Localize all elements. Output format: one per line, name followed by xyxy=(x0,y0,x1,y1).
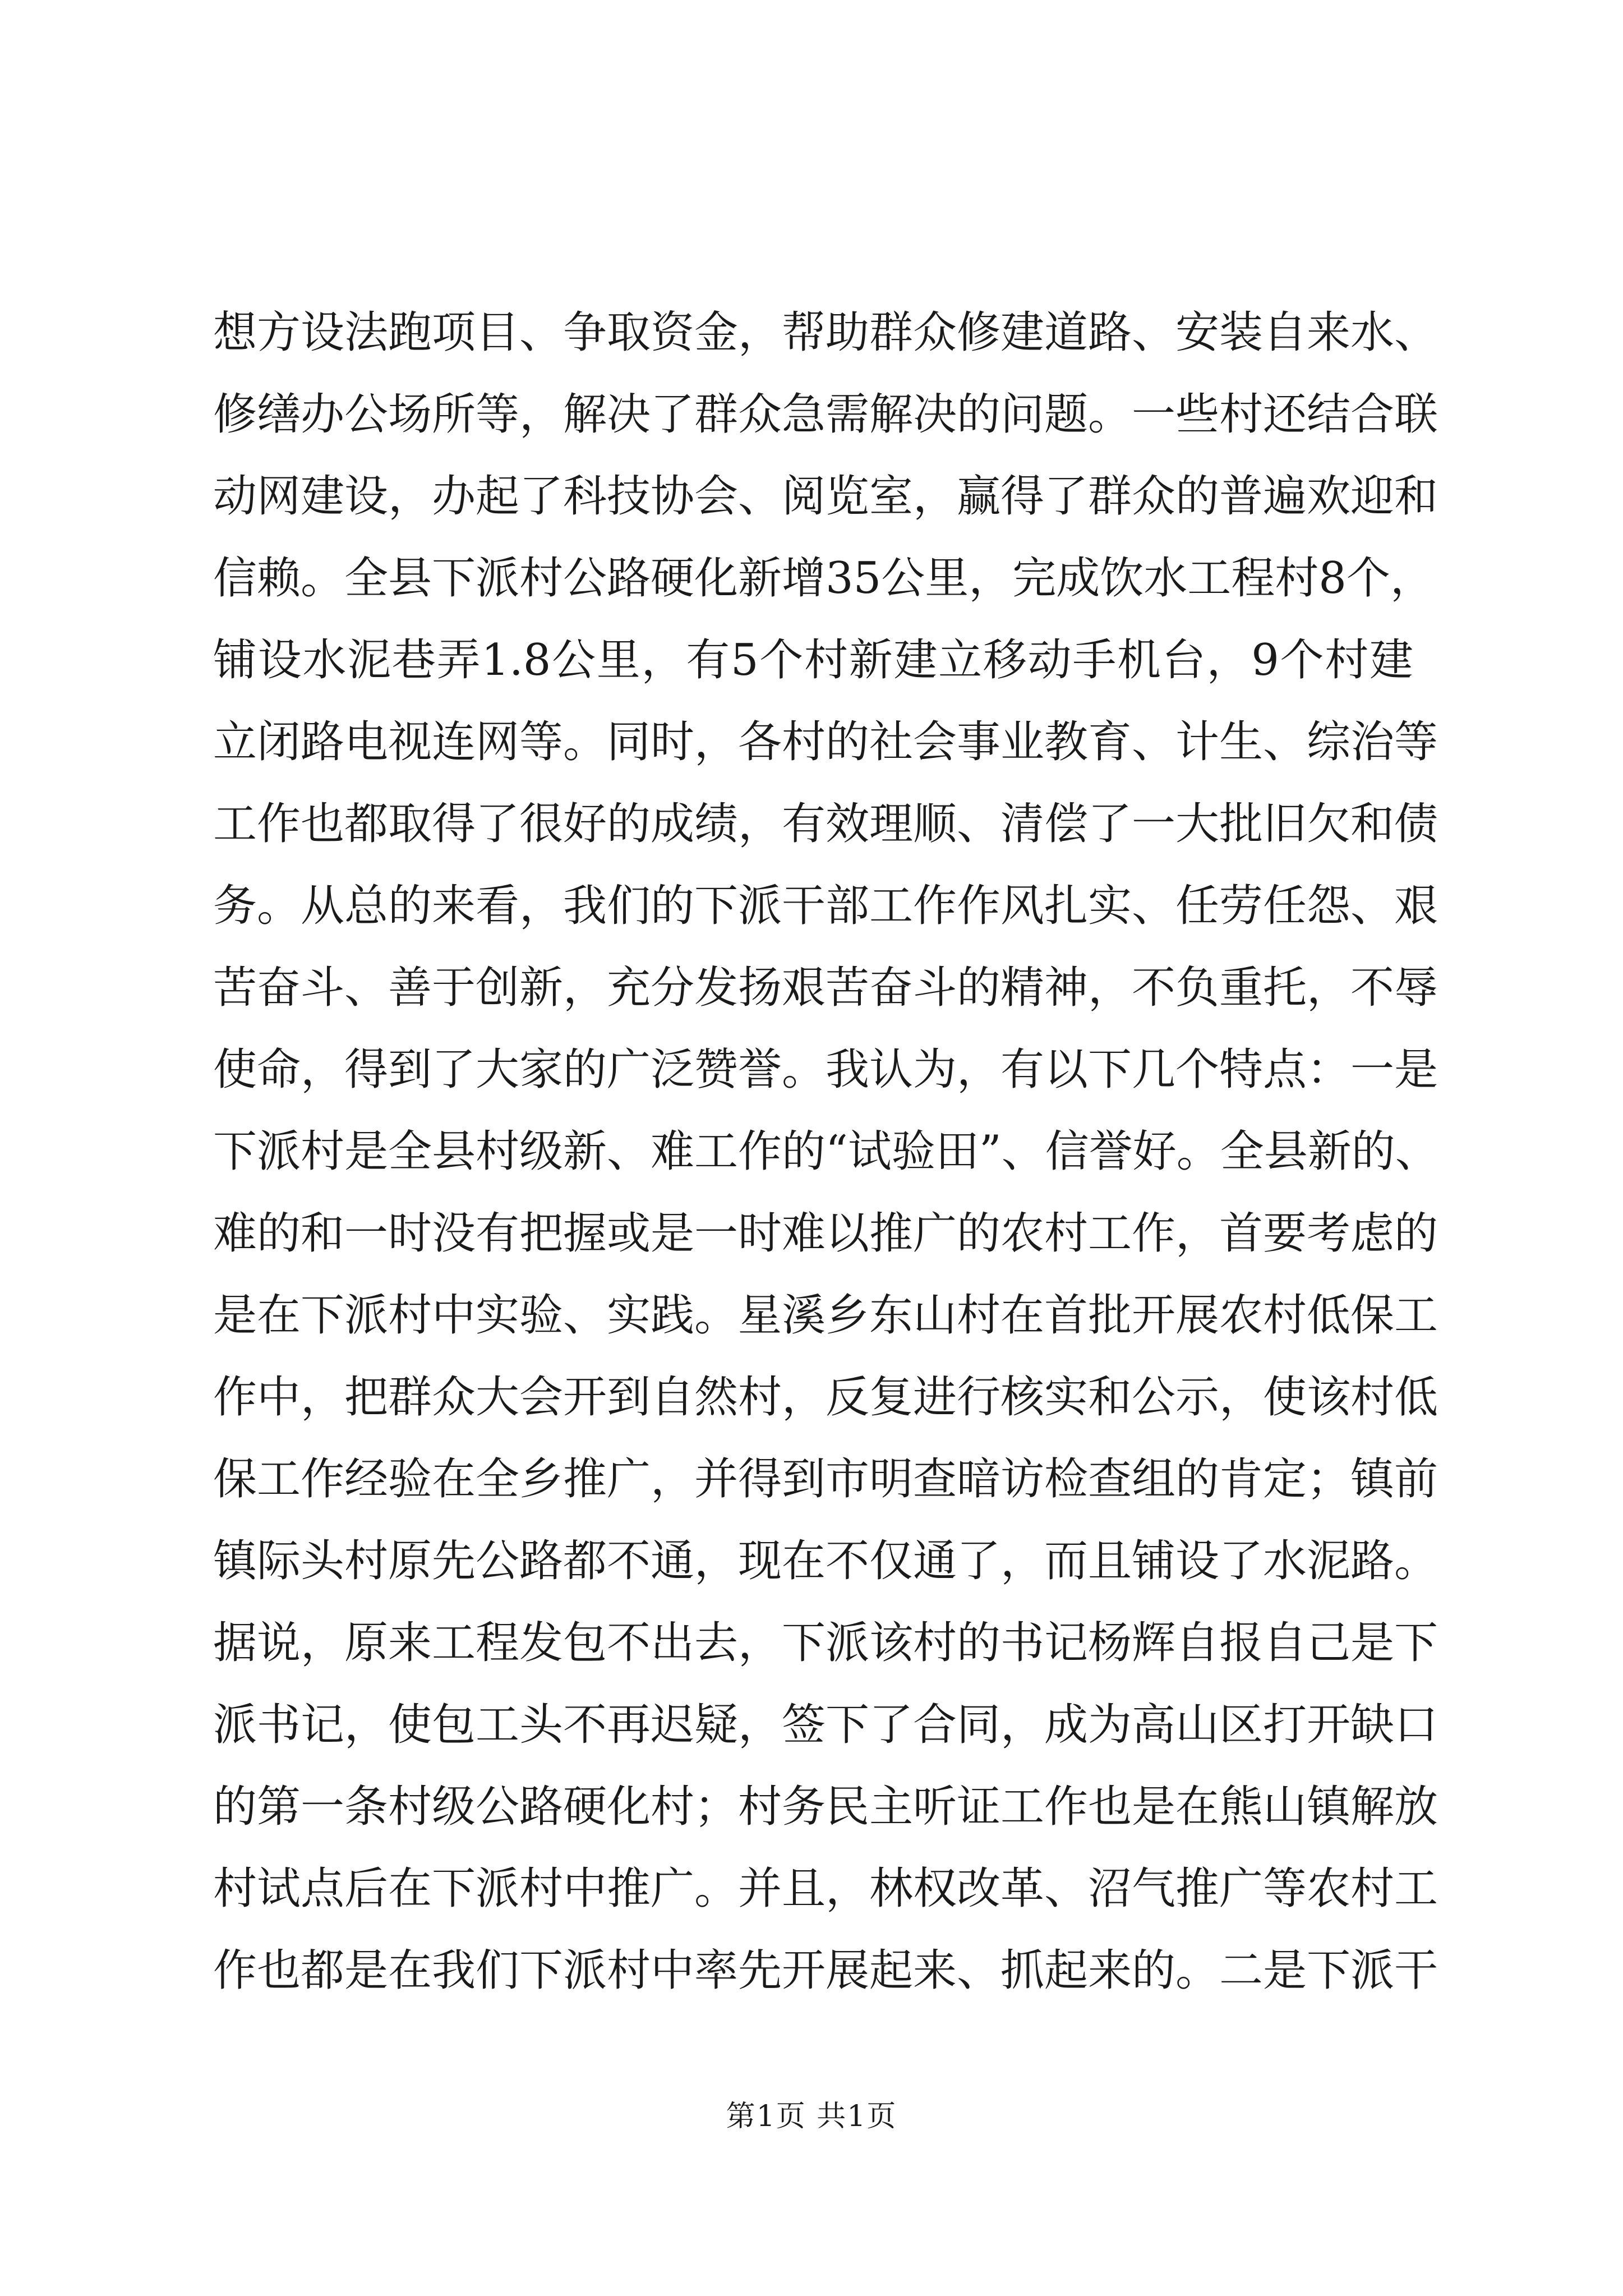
text-line: 立闭路电视连网等。同时，各村的社会事业教育、计生、综治等 xyxy=(213,717,1438,767)
text-line: 铺设水泥巷弄1.8公里，有5个村新建立移动手机台，9个村建 xyxy=(213,635,1413,685)
text-line: 想方设法跑项目、争取资金，帮助群众修建道路、安装自来水、 xyxy=(213,307,1438,358)
text-line: 是在下派村中实验、实践。星溪乡东山村在首批开展农村低保工 xyxy=(213,1290,1438,1341)
text-line: 村试点后在下派村中推广。并且，林权改革、沼气推广等农村工 xyxy=(213,1864,1438,1914)
body-paragraph xyxy=(213,292,1439,2012)
text-line: 务。从总的来看，我们的下派干部工作作风扎实、任劳任怨、艰 xyxy=(213,881,1438,931)
page-number-footer: 第1页 共1页 xyxy=(726,2100,897,2133)
text-line: 镇际头村原先公路都不通，现在不仅通了，而且铺设了水泥路。 xyxy=(213,1536,1438,1586)
text-line: 使命，得到了大家的广泛赞誉。我认为，有以下几个特点：一是 xyxy=(213,1045,1438,1095)
text-line: 难的和一时没有把握或是一时难以推广的农村工作，首要考虑的 xyxy=(213,1208,1438,1259)
text-line: 信赖。全县下派村公路硬化新增35公里，完成饮水工程村8个， xyxy=(213,553,1434,604)
text-line: 的第一条村级公路硬化村；村务民主听证工作也是在熊山镇解放 xyxy=(213,1782,1438,1832)
text-line: 作中，把群众大会开到自然村，反复进行核实和公示，使该村低 xyxy=(213,1372,1438,1423)
text-line: 作也都是在我们下派村中率先开展起来、抓起来的。二是下派干 xyxy=(213,1945,1438,1996)
text-line: 据说，原来工程发包不出去，下派该村的书记杨辉自报自己是下 xyxy=(213,1618,1438,1668)
text-line: 下派村是全县村级新、难工作的“试验田”、信誉好。全县新的、 xyxy=(213,1126,1439,1177)
text-line: 工作也都取得了很好的成绩，有效理顺、清偿了一大批旧欠和债 xyxy=(213,799,1438,849)
text-line: 保工作经验在全乡推广，并得到市明查暗访检查组的肯定；镇前 xyxy=(213,1454,1438,1504)
text-line: 修缮办公场所等，解决了群众急需解决的问题。一些村还结合联 xyxy=(213,389,1438,440)
text-line: 苦奋斗、善于创新，充分发扬艰苦奋斗的精神，不负重托，不辱 xyxy=(213,963,1438,1013)
text-line: 动网建设，办起了科技协会、阅览室，赢得了群众的普遍欢迎和 xyxy=(213,471,1438,522)
text-line: 派书记，使包工头不再迟疑，签下了合同，成为高山区打开缺口 xyxy=(213,1700,1438,1750)
